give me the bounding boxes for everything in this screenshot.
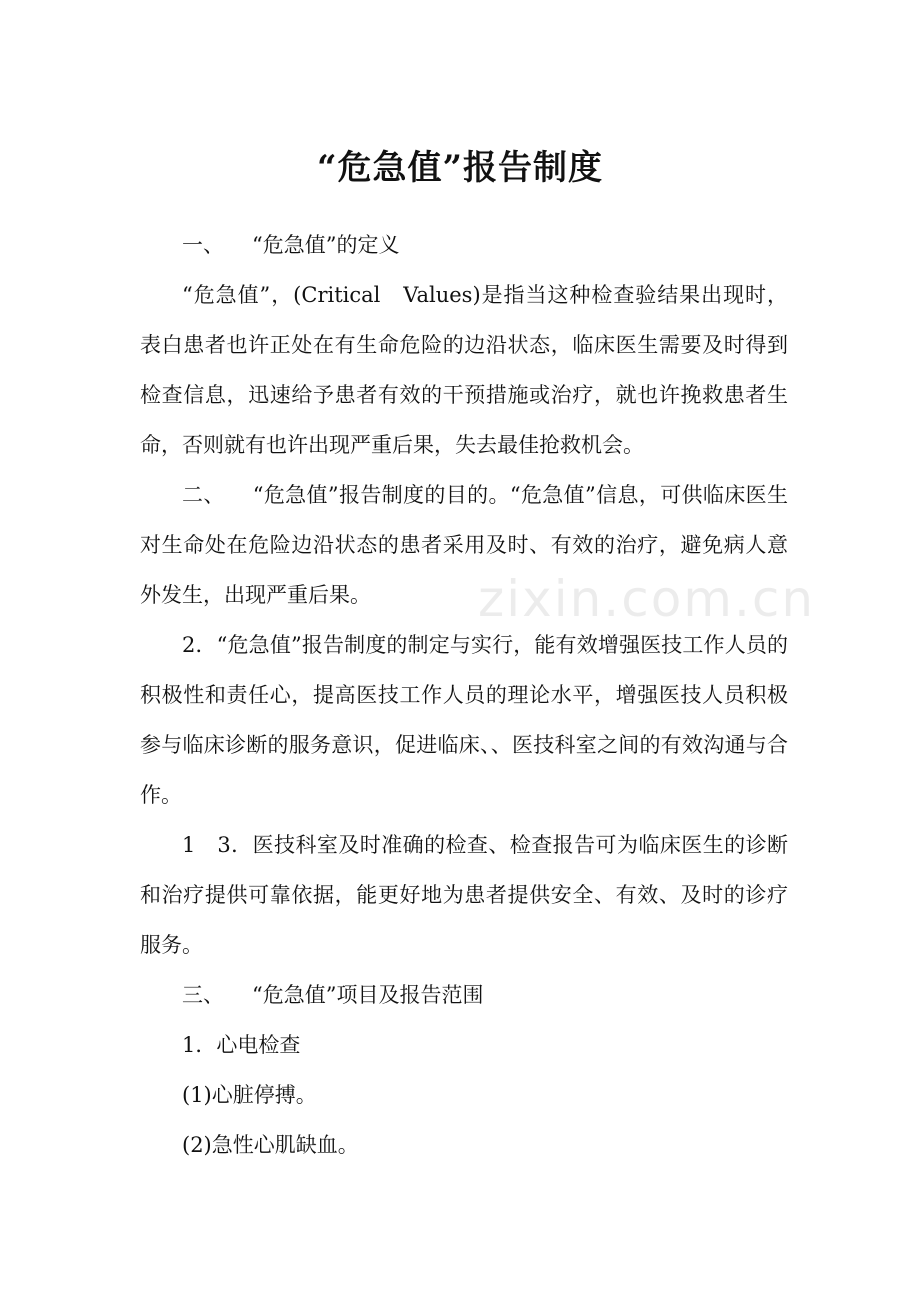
- watermark: zixin.com.cn: [478, 570, 816, 628]
- list-item-ecg: 1．心电检查: [182, 1033, 301, 1057]
- section-one-title: “危急值”的定义: [252, 233, 400, 257]
- section-one-heading: [140, 220, 788, 270]
- definition-paragraph: “危急值”，(Critical Values)是指当这种检查验结果出现时，表白患者也许正处在有生命危险的边沿状态，临床医生需要及时得到检查信息，迅速给予患者有效的干预措施或治疗，就也许挽救患者生命，否则就有也许出现严重后果，失去最佳抢救机会。: [140, 283, 788, 457]
- section-two-text: “危急值”报告制度的目的。“危急值”信息，可供临床医生对生命处在危险边沿状态的患者采用及时、有效的治疗，避免病人意外发生，出现严重后果。: [140, 483, 788, 607]
- purpose-paragraph-3-text: 3．医技科室及时准确的检查、检查报告可为临床医生的诊断和治疗提供可靠依据，能更好地为患者提供安全、有效、及时的诊疗服务。: [140, 833, 788, 957]
- section-three-title: “危急值”项目及报告范围: [252, 983, 484, 1007]
- section-three-heading: [140, 970, 788, 1020]
- document-body: [140, 220, 788, 1170]
- list-item-cardiac-arrest: (1)心脏停搏。: [182, 1083, 317, 1107]
- purpose-paragraph-2: 2．“危急值”报告制度的制定与实行，能有效增强医技工作人员的积极性和责任心，提高医技工作人员的理论水平，增强医技人员积极参与临床诊断的服务意识，促进临床、、医技科室之间的有效沟通与合作。: [140, 633, 788, 807]
- paragraph-lead-number: 1: [182, 833, 196, 857]
- document-title: “危急值”报告制度: [316, 148, 604, 188]
- list-item-myocardial-ischemia: (2)急性心肌缺血。: [182, 1133, 359, 1157]
- section-two-number: 二、: [182, 483, 225, 507]
- section-three-number: 三、: [182, 983, 224, 1007]
- purpose-paragraph-3: [140, 820, 788, 970]
- section-one-number: 一、: [182, 233, 224, 257]
